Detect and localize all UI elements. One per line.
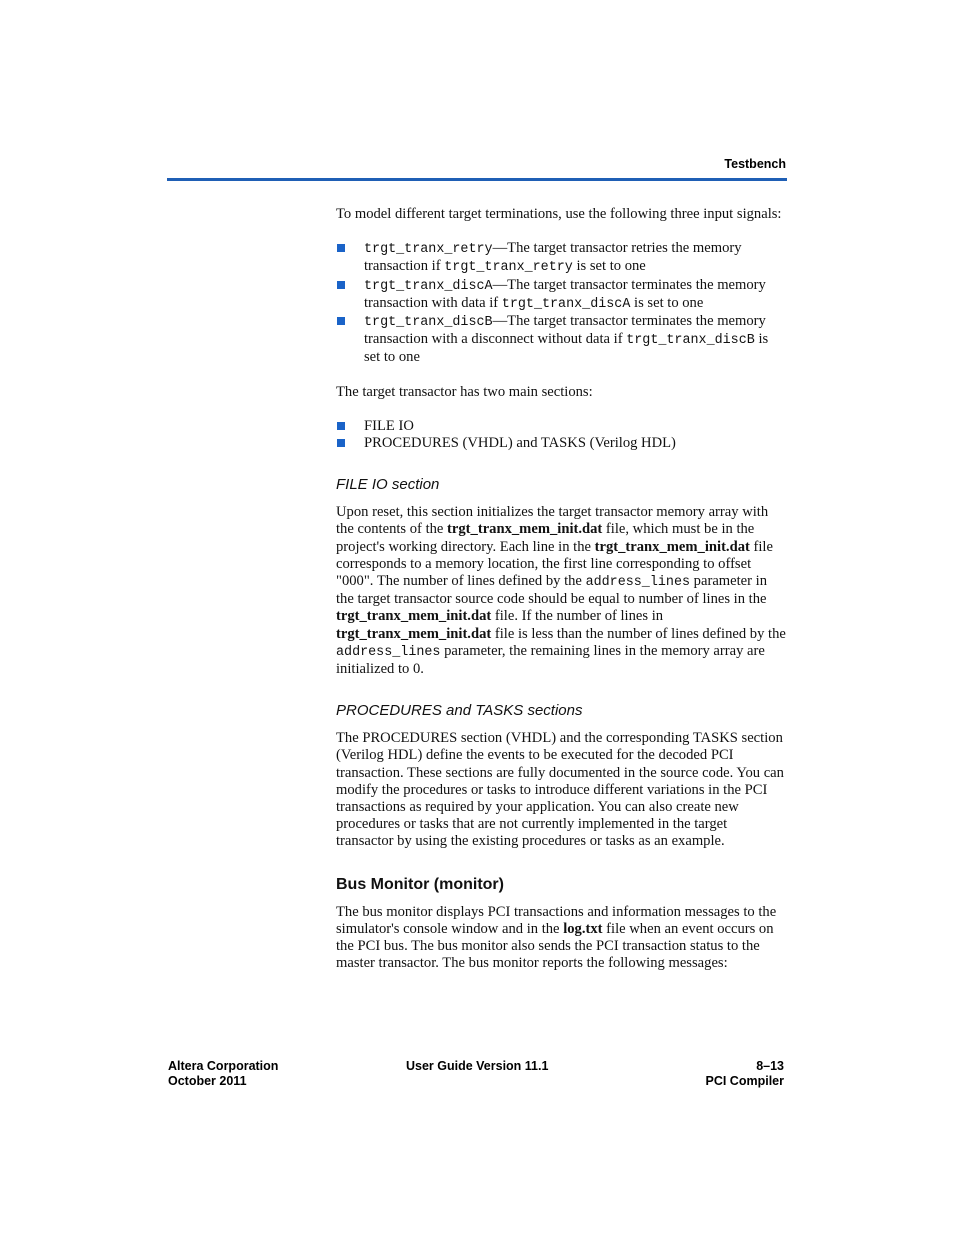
- file-io-heading: FILE IO section: [336, 476, 440, 494]
- list-item: trgt_tranx_discA—The target transactor terminates the memory transaction with data if trgt_tranx_discA is set to one: [336, 277, 788, 313]
- footer-guide-version: User Guide Version 11.1: [406, 1059, 549, 1073]
- bus-monitor-paragraph: The bus monitor displays PCI transactions and information messages to the simulator's console window and in the log.txt file when an event occurs on the PCI bus. The bus monitor also sends the PCI transaction status to the master transactor. The bus monitor reports the following messages:: [336, 903, 777, 972]
- list-item: trgt_tranx_discB—The target transactor terminates the memory transaction with a disconnect without data if trgt_tranx_discB is set to one: [336, 313, 788, 367]
- bullet-square-icon: [337, 281, 345, 289]
- footer-product: PCI Compiler: [705, 1074, 784, 1088]
- page-number: 8–13: [756, 1059, 784, 1073]
- bullet-square-icon: [337, 317, 345, 325]
- header-rule: [167, 178, 787, 181]
- footer-date: October 2011: [168, 1074, 247, 1088]
- footer-left: [168, 1059, 278, 1089]
- procedures-heading: PROCEDURES and TASKS sections: [336, 702, 583, 720]
- list-item: PROCEDURES (VHDL) and TASKS (Verilog HDL): [336, 435, 788, 452]
- file-io-paragraph: Upon reset, this section initializes the target transactor memory array with the contents of the trgt_tranx_mem_init.dat file, which must be in the project's working directory. Each line in the trgt_tranx_mem_init.dat file corresponds to a memory location, the first line corresponding to offset "000". The number of lines defined by the address_lines parameter in the target transactor source code should be equal to number of lines in the trgt_tranx_mem_init.dat file. If the number of lines in trgt_tranx_mem_init.dat file is less than the number of lines defined by the address_lines parameter, the remaining lines in the memory array are initialized to 0.: [336, 504, 786, 678]
- sections-list: [336, 418, 788, 452]
- bullet-square-icon: [337, 244, 345, 252]
- sections-intro: The target transactor has two main sections:: [336, 383, 593, 400]
- footer-right: [706, 1059, 785, 1089]
- list-item: FILE IO: [336, 418, 788, 435]
- bus-monitor-heading: Bus Monitor (monitor): [336, 875, 504, 893]
- page-footer: [168, 1059, 784, 1093]
- intro-paragraph: To model different target terminations, use the following three input signals:: [336, 206, 782, 222]
- bullet-square-icon: [337, 422, 345, 430]
- procedures-paragraph: The PROCEDURES section (VHDL) and the corresponding TASKS section (Verilog HDL) define the events to be executed for the decoded PCI transaction. These sections are fully documented in the source code. You can modify the procedures or tasks to introduce different variations in the PCI transactions as required by your application. You can also create new procedures or tasks that are not currently implemented in the target transactor by using the existing procedures or tasks as an example.: [336, 730, 784, 850]
- list-item: trgt_tranx_retry—The target transactor retries the memory transaction if trgt_tranx_retry is set to one: [336, 240, 788, 276]
- header-title: Testbench: [724, 157, 786, 171]
- footer-company: Altera Corporation: [168, 1059, 279, 1073]
- signal-list: [336, 240, 788, 366]
- bullet-square-icon: [337, 439, 345, 447]
- main-content: [336, 206, 788, 973]
